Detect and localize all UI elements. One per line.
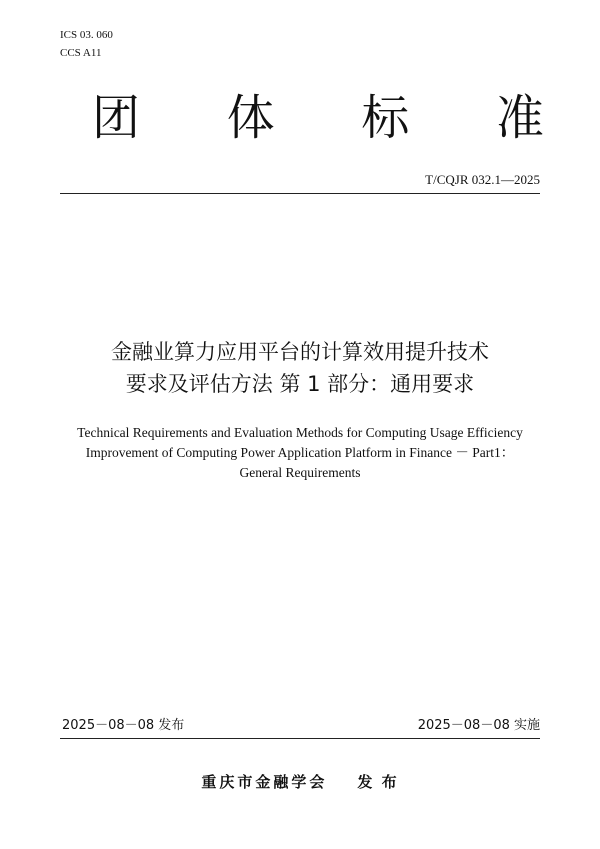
ccs-code: CCS A11 — [60, 47, 102, 59]
chinese-title — [40, 336, 560, 400]
standard-type-char: 体 — [226, 90, 275, 146]
issuer-action: 发 布 — [357, 773, 399, 791]
english-title-line: Technical Requirements and Evaluation Methods for Computing Usage Efficiency — [77, 425, 523, 440]
ics-code: ICS 03. 060 — [60, 29, 113, 41]
bottom-divider — [60, 738, 540, 739]
issuer-line — [0, 772, 600, 792]
english-title — [30, 423, 570, 483]
english-title-line: General Requirements — [239, 465, 361, 480]
english-title-line: Improvement of Computing Power Application Platform in Finance － Part1： — [85, 445, 515, 460]
standard-type-char: 标 — [361, 90, 410, 146]
implement-date: 2025－08－08 实施 — [417, 718, 540, 733]
standard-type-char: 准 — [495, 90, 544, 146]
chinese-title-line: 要求及评估方法 第 1 部分：通用要求 — [125, 372, 475, 396]
top-divider — [60, 193, 540, 194]
standard-number: T/CQJR 032.1—2025 — [425, 172, 540, 187]
standard-type-heading — [92, 88, 544, 148]
issuer-name: 重庆市金融学会 — [201, 773, 328, 791]
publish-date: 2025－08－08 发布 — [62, 718, 185, 733]
standard-type-char: 团 — [92, 90, 141, 146]
chinese-title-line: 金融业算力应用平台的计算效用提升技术 — [111, 340, 489, 364]
